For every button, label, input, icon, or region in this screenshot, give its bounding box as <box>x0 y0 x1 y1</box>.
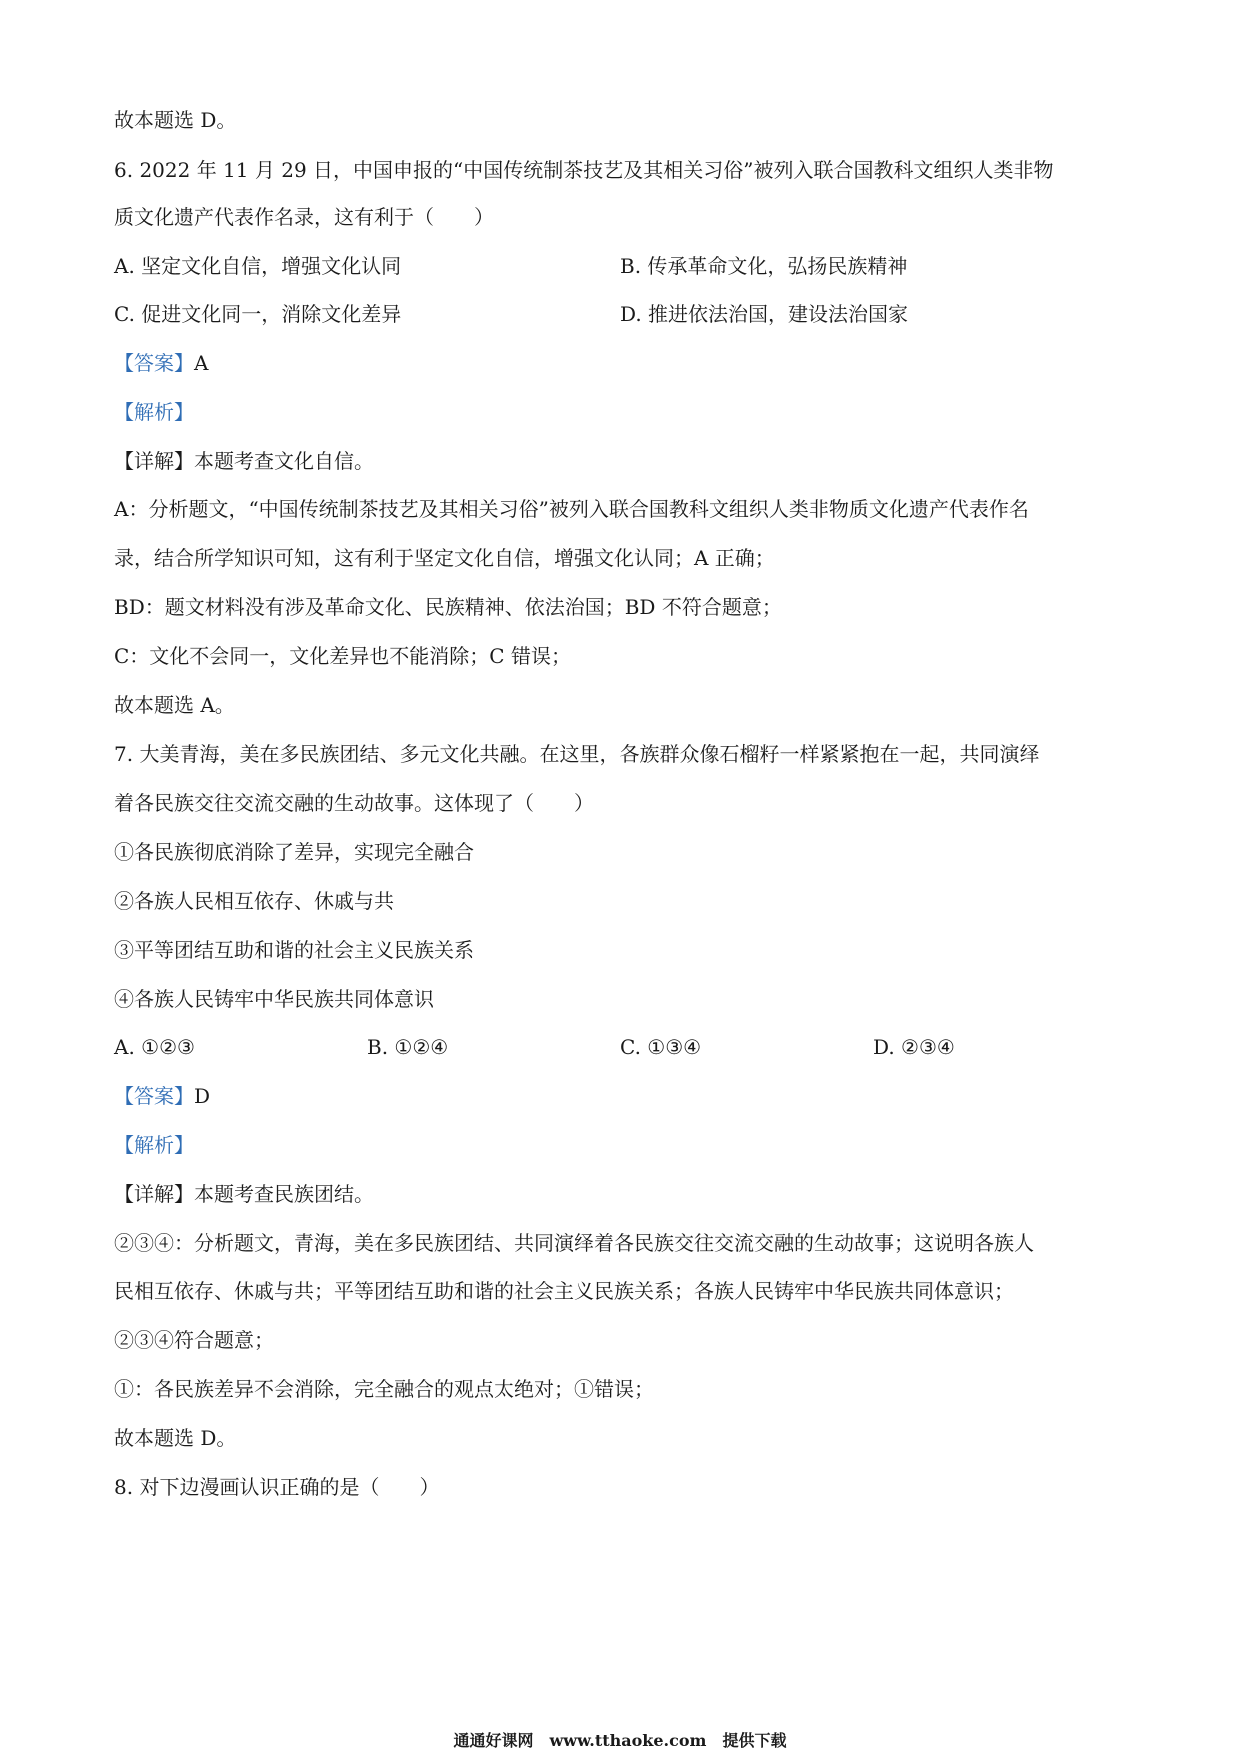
answer-value: D <box>194 1084 211 1108</box>
q6-stem-line-2: 质文化遗产代表作名录，这有利于（ ） <box>114 205 494 229</box>
q8-stem: 8. 对下边漫画认识正确的是（ ） <box>114 1475 440 1499</box>
q6-answer <box>114 350 208 376</box>
q7-option-d: D. ②③④ <box>873 1035 955 1059</box>
q7-statement-3: ③平等团结互助和谐的社会主义民族关系 <box>114 938 474 962</box>
q7-statement-4: ④各族人民铸牢中华民族共同体意识 <box>114 987 434 1011</box>
q7-explanation-3: ②③④符合题意； <box>114 1328 274 1352</box>
q6-stem-line-1: 6. 2022 年 11 月 29 日，中国申报的“中国传统制茶技艺及其相关习俗”被列入联合国教科文组织人类非物 <box>114 158 1054 182</box>
q6-explanation-4: C：文化不会同一，文化差异也不能消除；C 错误； <box>114 644 571 668</box>
q7-statement-1: ①各民族彻底消除了差异，实现完全融合 <box>114 840 474 864</box>
q6-option-c: C. 促进文化同一，消除文化差异 <box>114 302 402 326</box>
footer-watermark: 通通好课网 www.tthaoke.com 提供下载 <box>453 1731 787 1750</box>
q7-explanation-1: ②③④：分析题文，青海，美在多民族团结、共同演绎着各民族交往交流交融的生动故事；这说明各族人 <box>114 1231 1034 1255</box>
q7-answer <box>114 1083 210 1109</box>
q6-analysis-tag: 【解析】 <box>114 400 194 424</box>
q6-option-a: A. 坚定文化自信，增强文化认同 <box>114 254 402 278</box>
q7-analysis-tag: 【解析】 <box>114 1133 194 1157</box>
q6-conclusion: 故本题选 A。 <box>114 693 235 717</box>
q7-statement-2: ②各族人民相互依存、休戚与共 <box>114 889 394 913</box>
q6-explanation-3: BD：题文材料没有涉及革命文化、民族精神、依法治国；BD 不符合题意； <box>114 595 782 619</box>
q6-explanation-1: A：分析题文，“中国传统制茶技艺及其相关习俗”被列入联合国教科文组织人类非物质文化遗产代表作名 <box>114 497 1029 521</box>
q6-explanation-2: 录，结合所学知识可知，这有利于坚定文化自信，增强文化认同；A 正确； <box>114 546 775 570</box>
q7-stem-line-2: 着各民族交往交流交融的生动故事。这体现了（ ） <box>114 791 594 815</box>
q6-detail: 【详解】本题考查文化自信。 <box>114 449 374 473</box>
q7-explanation-4: ①：各民族差异不会消除，完全融合的观点太绝对；①错误； <box>114 1377 654 1401</box>
answer-value: A <box>194 351 209 375</box>
q7-stem-line-1: 7. 大美青海，美在多民族团结、多元文化共融。在这里，各族群众像石榴籽一样紧紧抱在一起，共同演绎 <box>114 742 1040 766</box>
q5-conclusion: 故本题选 D。 <box>114 108 237 132</box>
answer-tag: 【答案】 <box>114 1084 194 1108</box>
q7-option-c: C. ①③④ <box>620 1035 702 1059</box>
q7-explanation-2: 民相互依存、休戚与共；平等团结互助和谐的社会主义民族关系；各族人民铸牢中华民族共同体意识； <box>114 1279 1014 1303</box>
q6-option-d: D. 推进依法治国，建设法治国家 <box>620 302 909 326</box>
q7-detail: 【详解】本题考查民族团结。 <box>114 1182 374 1206</box>
q7-conclusion: 故本题选 D。 <box>114 1426 237 1450</box>
answer-tag: 【答案】 <box>114 351 194 375</box>
q6-option-b: B. 传承革命文化，弘扬民族精神 <box>620 254 908 278</box>
q7-option-b: B. ①②④ <box>367 1035 449 1059</box>
q7-option-a: A. ①②③ <box>114 1035 195 1059</box>
